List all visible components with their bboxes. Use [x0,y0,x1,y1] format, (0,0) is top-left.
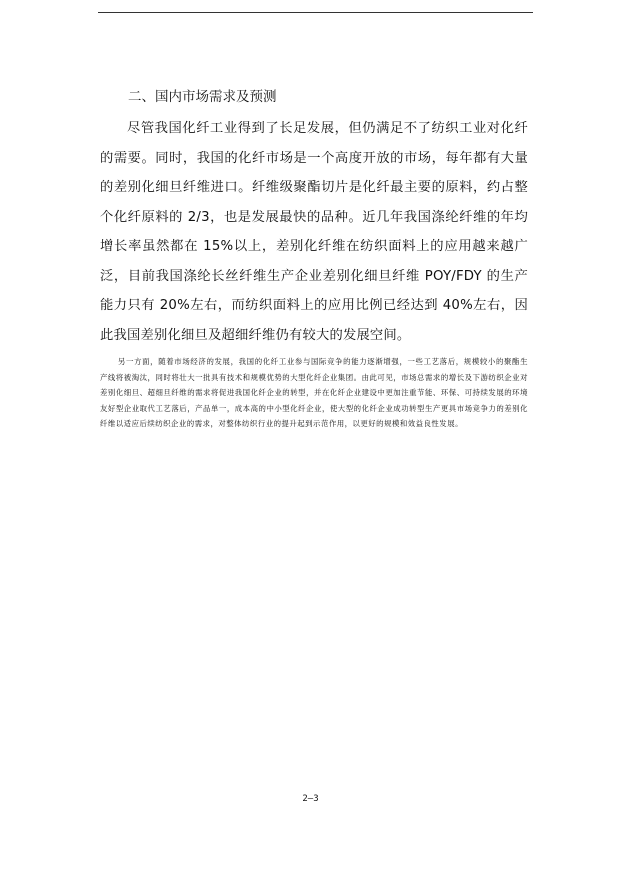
section-heading: 二、国内市场需求及预测 [128,89,277,105]
main-paragraph: 尽管我国化纤工业得到了长足发展，但仍满足不了纺织工业对化纤的需要。同时，我国的化纤市场是一个高度开放的市场，每年都有大量的差别化细旦纤维进口。纤维级聚酯切片是化纤最主要的原料，约占整个化纤原料的 2/3，也是发展最快的品种。近几年我国涤纶纤维的年均增长率虽然都在 15%以上，差别化纤维在纺织面料上的应用越来越广泛，目前我国涤纶长丝纤维生产企业差别化细旦纤维 POY/FDY 的生产能力只有 20%左右，而纺织面料上的应用比例已经达到 40%左右，因此我国差别化细旦及超细纤维仍有较大的发展空间。 [100,121,528,343]
small-print-paragraph: 另一方面，随着市场经济的发展，我国的化纤工业参与国际竞争的能力逐渐增强，一些工艺落后，规模较小的聚酯生产线将被淘汰，同时将壮大一批具有技术和规模优势的大型化纤企业集团。由此可见，市场总需求的增长及下游纺织企业对差别化细旦、超细旦纤维的需求将促进我国化纤企业的转型，并在化纤企业建设中更加注重节能、环保、可持续发展的环境友好型企业取代工艺落后，产品单一，成本高的中小型化纤企业，使大型的化纤企业成功转型生产更具市场竞争力的差别化纤维以适应后续纺织企业的需求，对整体纺织行业的提升起到示范作用，以更好的规模和效益良性发展。 [100,357,528,429]
document-body [100,86,528,432]
header-rule [98,12,533,13]
page-number: 2—3 [302,794,319,804]
